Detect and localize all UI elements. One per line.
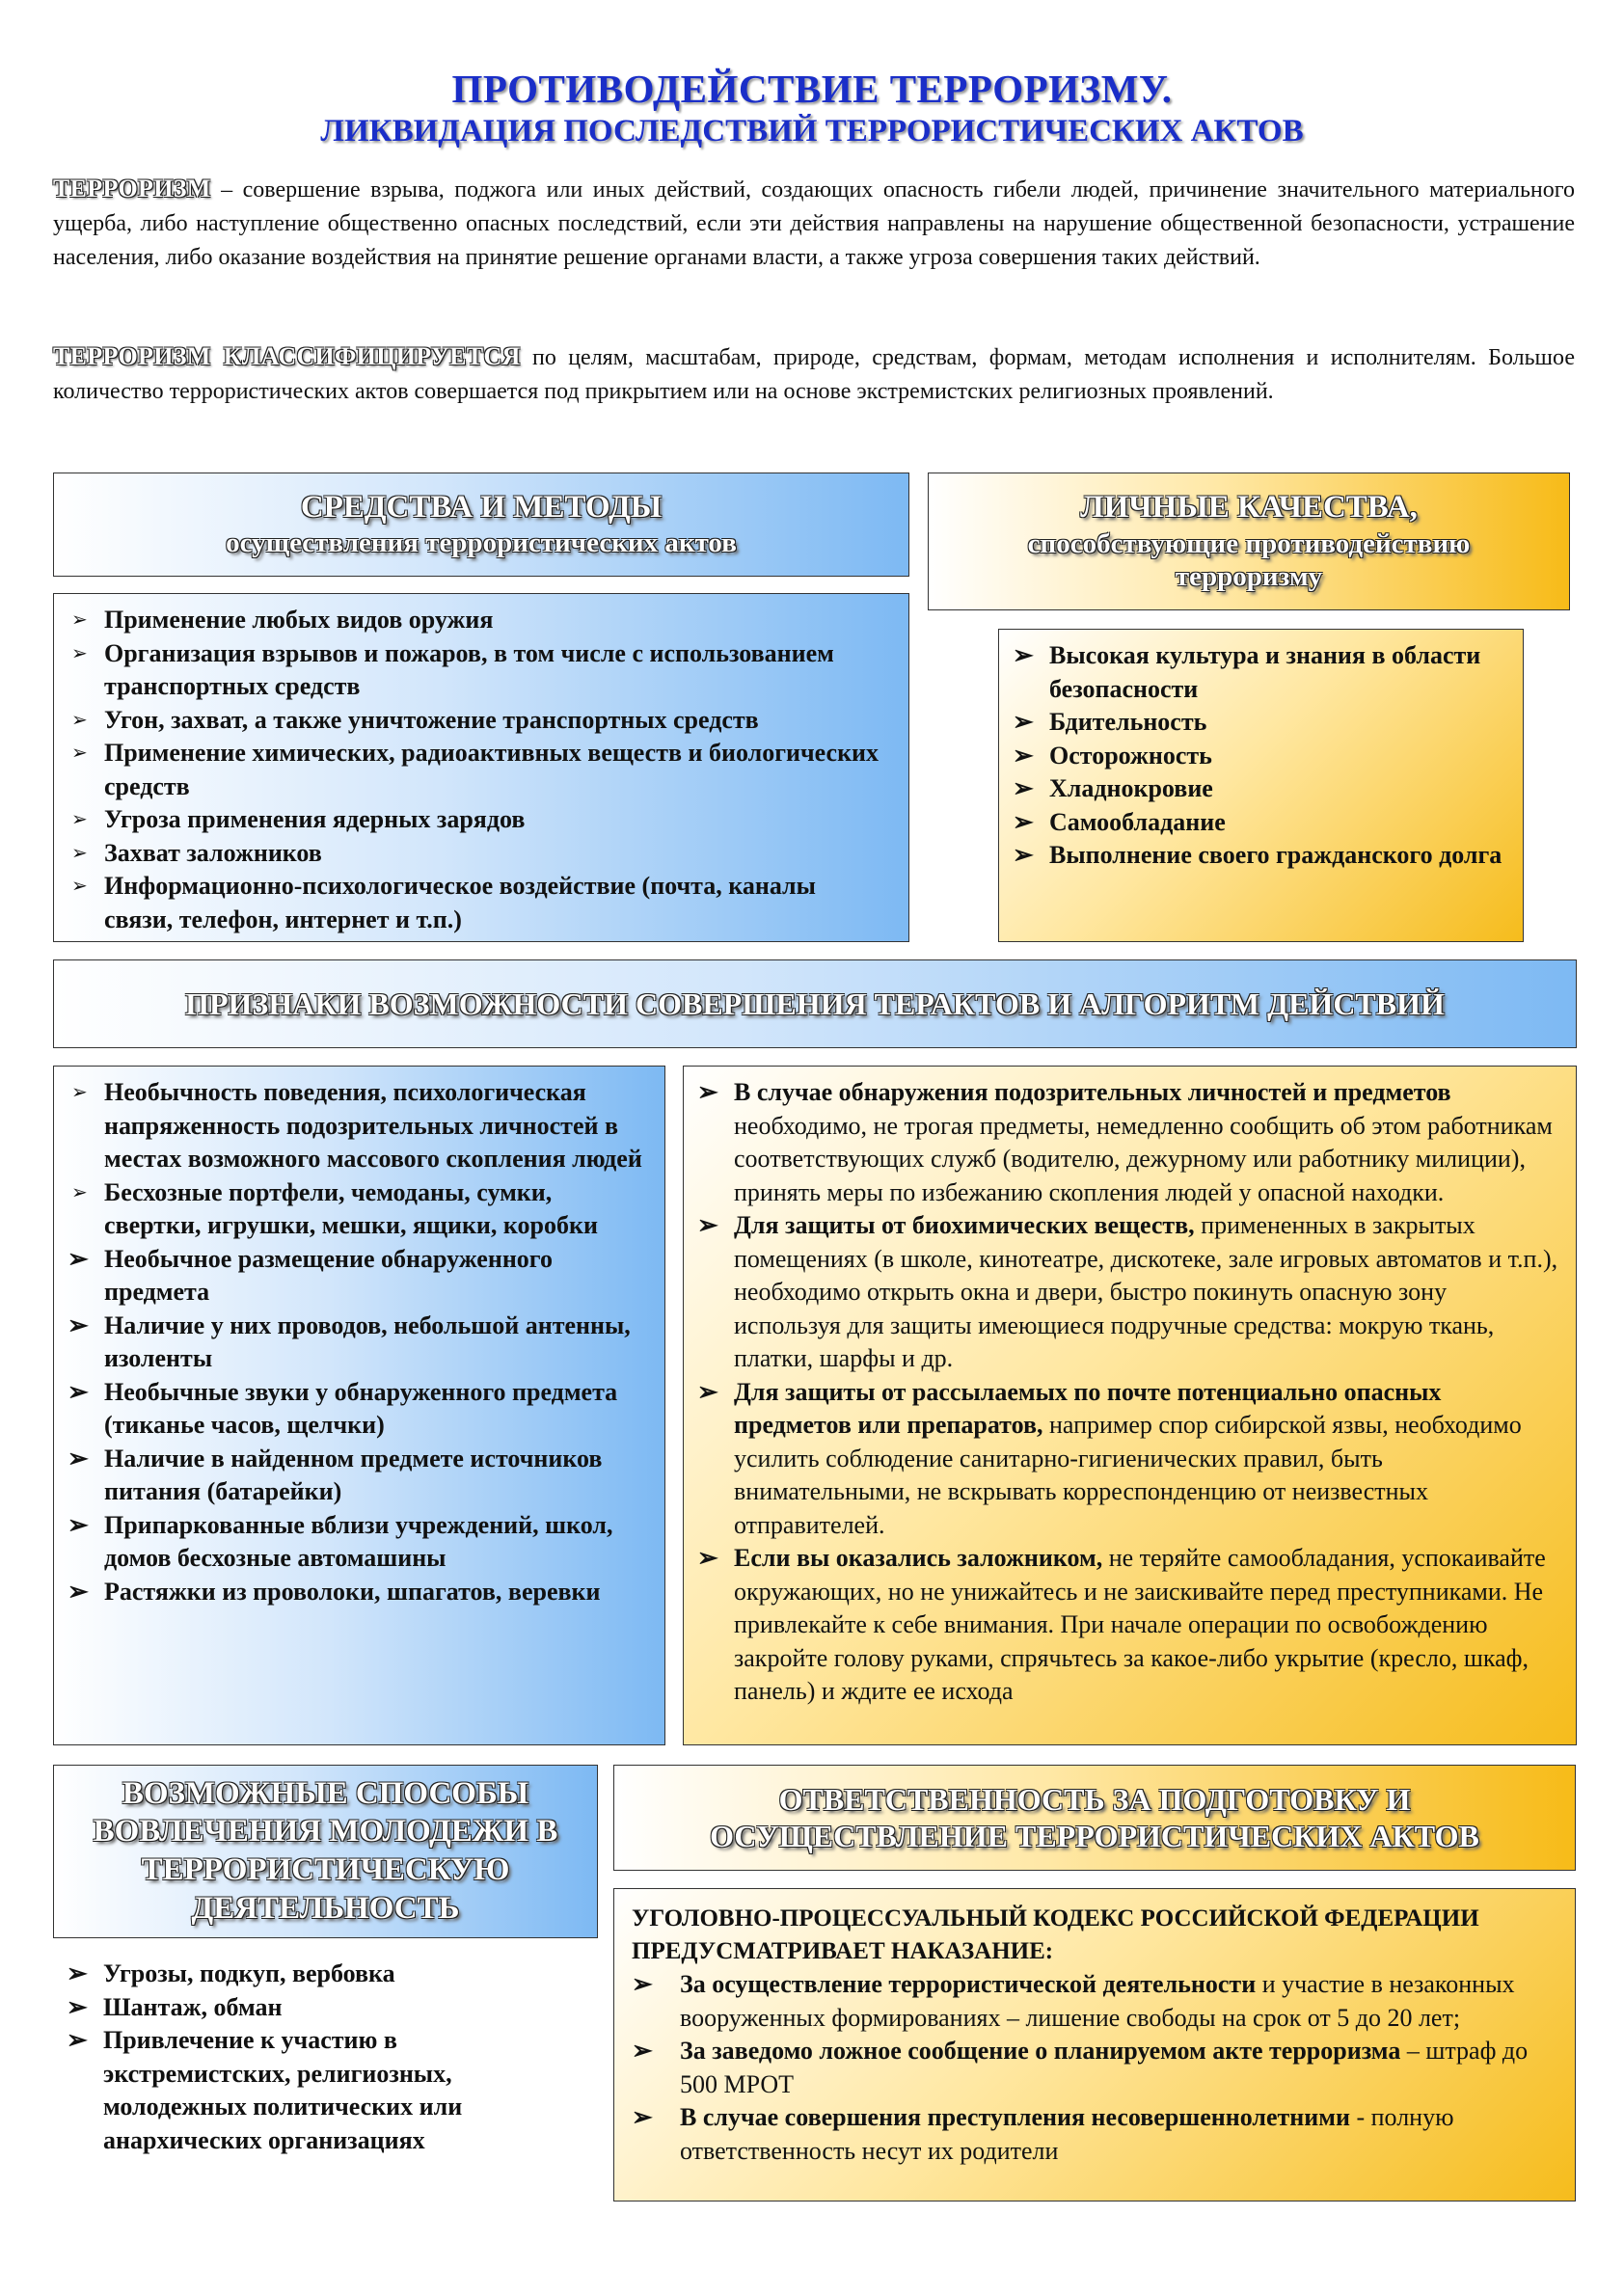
list-item: ➢ Захват заложников	[54, 837, 889, 871]
page-subtitle: ЛИКВИДАЦИЯ ПОСЛЕДСТВИЙ ТЕРРОРИСТИЧЕСКИХ АКТОВ	[320, 114, 1304, 149]
qualities-heading-line3: терроризму	[1175, 561, 1323, 593]
means-heading-title: СРЕДСТВА И МЕТОДЫ	[300, 489, 663, 525]
arrow-bullet-icon: ➢	[71, 709, 88, 731]
list-item: ➢ Растяжки из проволоки, шпагатов, веревки	[54, 1576, 643, 1609]
check-bullet-icon: ➢	[697, 1211, 718, 1239]
list-item: ➢ Наличие в найденном предмете источников питания (батарейки)	[68, 1444, 603, 1505]
check-bullet-icon: ➢	[68, 1444, 89, 1472]
signs-list	[54, 1076, 643, 1608]
check-bullet-icon: ➢	[1013, 807, 1034, 836]
check-bullet-icon: ➢	[1013, 641, 1034, 669]
check-bullet-icon: ➢	[697, 1544, 718, 1572]
liability-heading-title: ОТВЕТСТВЕННОСТЬ ЗА ПОДГОТОВКУ И ОСУЩЕСТВЛЕНИЕ ТЕРРОРИСТИЧЕСКИХ АКТОВ	[710, 1781, 1479, 1853]
list-item: ➢ В случае обнаружения подозрительных личностей и предметов необходимо, не трогая предметы, немедленно сообщить об этом работникам соответствующих служб (водителю, дежурному или работнику милиции), принять меры по избежанию скопления людей у опасной находки.	[697, 1078, 1553, 1206]
list-item: ➢ Информационно-психологическое воздействие (почта, каналы связи, телефон, интернет и т.п.)	[71, 872, 816, 933]
criminal-code-caption: УГОЛОВНО-ПРОЦЕССУАЛЬНЫЙ КОДЕКС РОССИЙСКОЙ ФЕДЕРАЦИИ ПРЕДУСМАТРИВАЕТ НАКАЗАНИЕ:	[632, 1905, 1479, 1964]
arrow-bullet-icon: ➢	[71, 609, 88, 631]
check-bullet-icon: ➢	[68, 1577, 89, 1606]
list-item: ➢ Шантаж, обман	[53, 1991, 588, 2025]
list-item: ➢ Для защиты от биохимических веществ, примененных в закрытых помещениях (в школе, кинотеатре, дискотеке, зале игровых автоматов и т.п.), необходимо открыть окна и двери, быстро покинуть опасную зону используя для защиты имеющиеся подручные средства: мокрую ткань, платки, шарфы и др.	[697, 1211, 1558, 1372]
list-item: ➢ Угроза применения ядерных зарядов	[54, 803, 889, 837]
check-bullet-icon: ➢	[1013, 841, 1034, 869]
check-bullet-icon: ➢	[68, 1310, 89, 1339]
arrow-bullet-icon: ➢	[71, 1181, 88, 1203]
check-bullet-icon: ➢	[67, 2026, 88, 2054]
check-bullet-icon: ➢	[697, 1078, 718, 1106]
arrow-bullet-icon: ➢	[71, 876, 88, 897]
list-item: ➢ В случае совершения преступления несовершеннолетними - полную ответственность несут их родители	[632, 2103, 1454, 2165]
list-item: ➢ За осуществление террористической деятельности и участие в незаконных вооруженных формированиях – лишение свободы на срок от 5 до 20 лет;	[632, 1970, 1515, 2032]
intro-classification	[53, 339, 1575, 409]
list-item: ➢ Привлечение к участию в экстремистских, религиозных, молодежных политических или анархических организациях	[67, 2026, 463, 2154]
list-item: ➢ Наличие у них проводов, небольшой антенны, изоленты	[68, 1310, 631, 1372]
check-bullet-icon: ➢	[1013, 774, 1034, 802]
means-list	[54, 604, 889, 936]
classification-text: по целям, масштабам, природе, средствам, формам, методам исполнения и исполнителям. Большое количество террористических актов совершается под прикрытием или на основе экстремистских религиозных проявлений.	[53, 345, 1575, 404]
list-item: ➢ Необычное размещение обнаруженного предмета	[68, 1244, 553, 1306]
list-item: ➢ Применение химических, радиоактивных веществ и биологических средств	[71, 739, 880, 800]
list-item: ➢ Осторожность	[999, 740, 1505, 773]
check-bullet-icon: ➢	[632, 2103, 653, 2131]
list-item: ➢ Самообладание	[999, 806, 1505, 840]
check-bullet-icon: ➢	[68, 1244, 89, 1273]
youth-box	[53, 1958, 598, 2157]
qualities-heading	[928, 473, 1570, 610]
list-item: ➢ Для защиты от рассылаемых по почте потенциально опасных предметов или препаратов, например спор сибирской язвы, необходимо усилить соблюдение санитарно-гигиенических правил, быть внимательными, не вскрывать корреспонденцию от неизвестных отправителей.	[697, 1377, 1522, 1539]
check-bullet-icon: ➢	[67, 1992, 88, 2021]
qualities-box	[998, 629, 1524, 942]
qualities-heading-title: ЛИЧНЫЕ КАЧЕСТВА,	[1080, 489, 1418, 525]
classification-term: ТЕРРОРИЗМ КЛАССИФИЦИРУЕТСЯ	[53, 342, 521, 370]
means-box	[53, 593, 909, 942]
list-item: ➢ Высокая культура и знания в области безопасности	[1013, 641, 1481, 703]
check-bullet-icon: ➢	[1013, 708, 1034, 736]
page-title: ПРОТИВОДЕЙСТВИЕ ТЕРРОРИЗМУ.	[451, 67, 1173, 111]
list-item: ➢ Припаркованные вблизи учреждений, школ, домов бесхозные автомашины	[68, 1510, 613, 1572]
qualities-list	[999, 639, 1505, 873]
check-bullet-icon: ➢	[68, 1510, 89, 1539]
list-item: ➢ За заведомо ложное сообщение о планируемом акте терроризма – штраф до 500 МРОТ	[632, 2037, 1529, 2098]
qualities-heading-line2: способствующие противодействию	[1027, 527, 1471, 559]
check-bullet-icon: ➢	[68, 1377, 89, 1406]
list-item: ➢ Угон, захват, а также уничтожение транспортных средств	[54, 704, 889, 738]
youth-list	[53, 1958, 588, 2157]
arrow-bullet-icon: ➢	[71, 842, 88, 864]
list-item: ➢ Хладнокровие	[999, 772, 1505, 806]
means-heading	[53, 473, 909, 577]
list-item: ➢ Выполнение своего гражданского долга	[999, 839, 1505, 873]
list-item: ➢ Необычность поведения, психологическая напряженность подозрительных личностей в местах возможного массового скопления людей	[71, 1078, 642, 1173]
arrow-bullet-icon: ➢	[71, 743, 88, 764]
list-item: ➢ Необычные звуки у обнаруженного предмета (тиканье часов, щелчки)	[68, 1377, 618, 1439]
list-item: ➢ Бесхозные портфели, чемоданы, сумки, свертки, игрушки, мешки, ящики, коробки	[71, 1177, 598, 1239]
check-bullet-icon: ➢	[632, 1970, 653, 1998]
intro-definition	[53, 172, 1575, 275]
check-bullet-icon: ➢	[697, 1377, 718, 1406]
list-item: ➢ Бдительность	[999, 706, 1505, 740]
liability-list	[630, 1968, 1557, 2168]
liability-heading	[613, 1765, 1576, 1871]
actions-box	[683, 1066, 1577, 1745]
check-bullet-icon: ➢	[632, 2037, 653, 2065]
check-bullet-icon: ➢	[1013, 741, 1034, 770]
means-heading-subtitle: осуществления террористических актов	[226, 527, 737, 559]
signs-box	[53, 1066, 665, 1745]
list-item: ➢ Если вы оказались заложником, не теряйте самообладания, успокаивайте окружающих, но не унижайтесь и не заискивайте перед преступниками. Не привлекайте к себе внимания. При начале операции по освобождению закройте голову руками, спрячьтесь за какое-либо укрытие (кресло, шкаф, панель) и ждите ее исхода	[697, 1544, 1546, 1705]
arrow-bullet-icon: ➢	[71, 642, 88, 664]
signs-heading	[53, 959, 1577, 1048]
signs-heading-title: ПРИЗНАКИ ВОЗМОЖНОСТИ СОВЕРШЕНИЯ ТЕРАКТОВ И АЛГОРИТМ ДЕЙСТВИЙ	[185, 986, 1445, 1021]
youth-heading-title: ВОЗМОЖНЫЕ СПОСОБЫ ВОВЛЕЧЕНИЯ МОЛОДЕЖИ В ТЕРРОРИСТИЧЕСКУЮ ДЕЯТЕЛЬНОСТЬ	[93, 1775, 558, 1926]
list-item: ➢ Угрозы, подкуп, вербовка	[53, 1958, 588, 1991]
arrow-bullet-icon: ➢	[71, 809, 88, 830]
arrow-bullet-icon: ➢	[71, 1082, 88, 1103]
check-bullet-icon: ➢	[67, 1959, 88, 1987]
list-item: ➢ Применение любых видов оружия	[54, 604, 889, 637]
youth-heading	[53, 1765, 598, 1938]
list-item: ➢ Организация взрывов и пожаров, в том числе с использованием транспортных средств	[71, 638, 834, 700]
definition-term: ТЕРРОРИЗМ	[53, 175, 211, 203]
actions-list	[684, 1076, 1558, 1709]
definition-text: – совершение взрыва, поджога или иных действий, создающих опасность гибели людей, причинение значительного материального ущерба, либо наступление общественно опасных последствий, если эти действия направлены на нарушение общественной безопасности, устрашение населения, либо оказание воздействия на принятие решение органами власти, а также угроза совершения таких действий.	[53, 177, 1575, 270]
liability-box	[613, 1888, 1576, 2201]
